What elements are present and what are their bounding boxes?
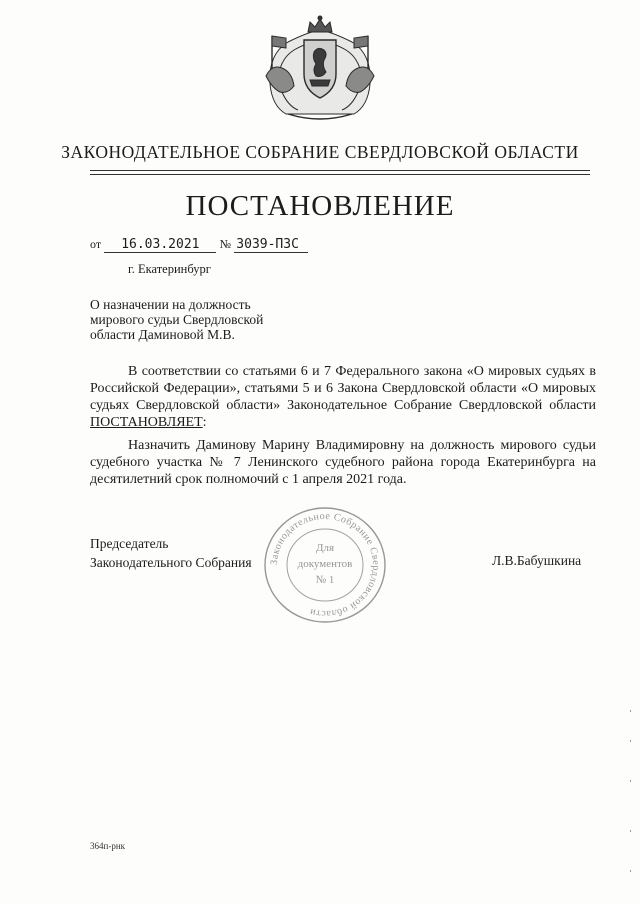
header-divider xyxy=(90,170,590,171)
date-label: от xyxy=(90,237,102,251)
preamble-text: В соответствии со статьями 6 и 7 Федерального закона «О мировых судьях в Российской Федерации», статьями 5 и 6 Закона Свердловской области «О мировых судьях Свердловской области» Законодательное Собрание Свердловской области xyxy=(90,364,596,413)
preamble-paragraph xyxy=(90,363,596,431)
resolution-paragraph: Назначить Даминову Марину Владимировну на должность мирового судьи судебного участка № 7 Ленинского судебного района города Екатеринбурга на десятилетний срок полномочий с 1 апреля 2021 года. xyxy=(90,438,596,487)
position-line: Законодательного Собрания xyxy=(90,555,252,570)
preamble-end: : xyxy=(202,415,207,430)
scan-edge-marks xyxy=(630,700,632,900)
signatory-position xyxy=(90,534,252,572)
position-line: Председатель xyxy=(90,536,169,551)
stamp-ring-text: Законодательное Собрание Свердловской области xyxy=(268,510,382,620)
subject-line: области Даминовой М.В. xyxy=(90,327,235,342)
organization-name: ЗАКОНОДАТЕЛЬНОЕ СОБРАНИЕ СВЕРДЛОВСКОЙ ОБЛАСТИ xyxy=(61,142,579,162)
document-number: 3039-ПЗС xyxy=(234,237,308,253)
number-label: № xyxy=(219,237,232,251)
document-date: 16.03.2021 xyxy=(104,237,216,253)
date-number-line xyxy=(90,236,308,253)
coat-of-arms-icon xyxy=(258,14,382,126)
stamp-center-line: Для xyxy=(315,542,335,554)
header-divider-thin xyxy=(90,174,590,175)
subject-line: мирового судьи Свердловской xyxy=(90,312,264,327)
stamp-center-line: № 1 xyxy=(315,574,335,586)
subject-line: О назначении на должность xyxy=(90,297,251,312)
stamp-center-line: документов xyxy=(297,558,353,570)
city: г. Екатеринбург xyxy=(128,262,211,276)
signatory-name: Л.В.Бабушкина xyxy=(492,553,582,568)
seal-stamp-icon xyxy=(262,505,388,625)
document-code: 364п-рнк xyxy=(90,841,126,851)
resolves-keyword: ПОСТАНОВЛЯЕТ xyxy=(90,415,203,430)
document-subject xyxy=(90,297,320,342)
document-title: ПОСТАНОВЛЕНИЕ xyxy=(185,190,455,222)
